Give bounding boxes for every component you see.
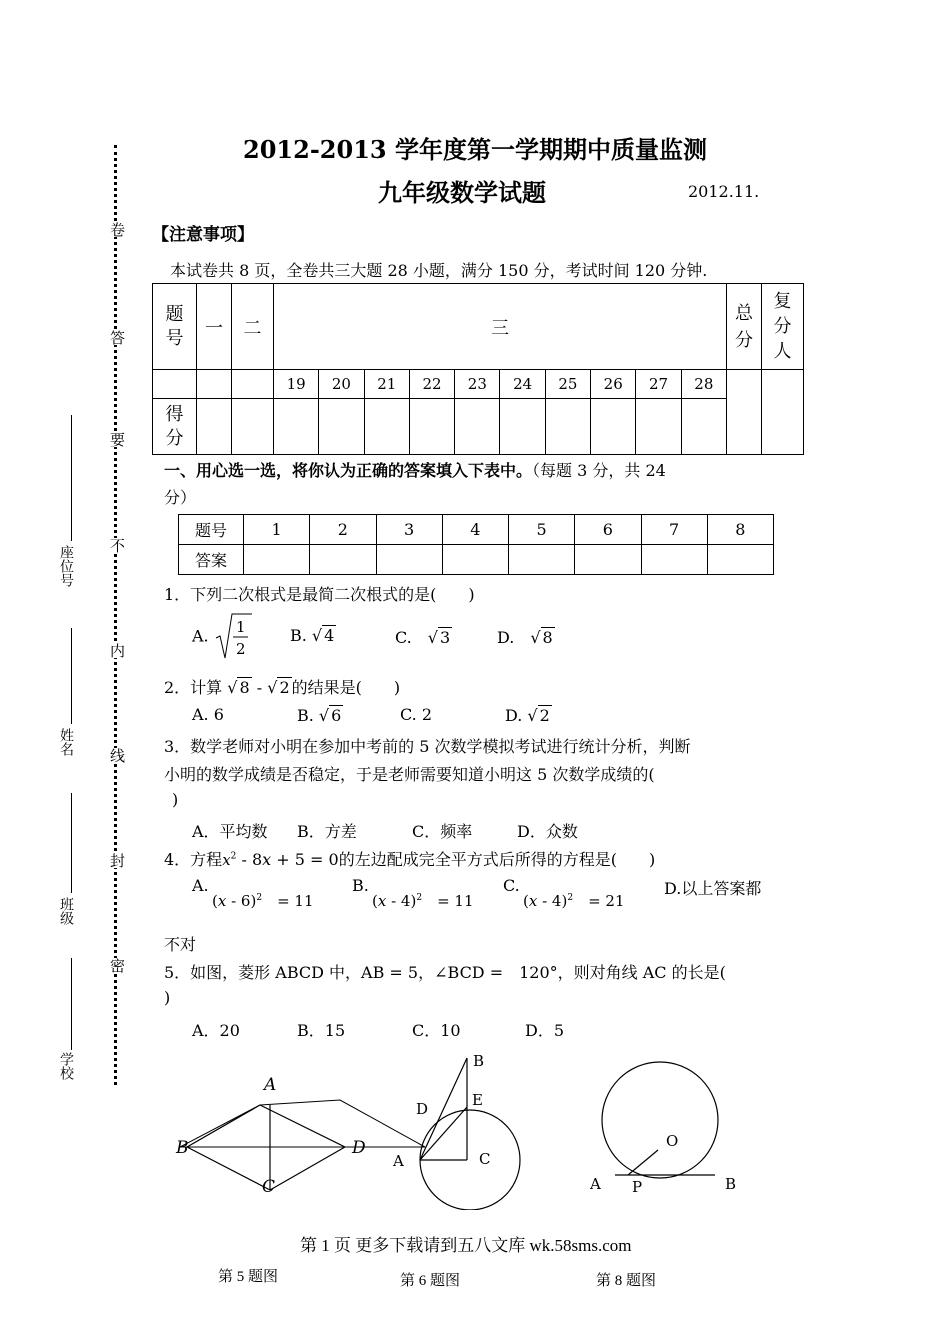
score-input[interactable]	[681, 399, 726, 455]
option-label: D.	[497, 628, 515, 647]
q2-option-d: D. √ 2	[505, 706, 550, 725]
sub-number: 23	[455, 370, 500, 399]
fig5-label-a: A	[264, 1075, 277, 1095]
q5-option-c: C．10	[412, 1021, 461, 1040]
fig5-label-c: C	[262, 1177, 276, 1197]
fig8-label-b: B	[725, 1175, 737, 1193]
score-cell	[153, 370, 197, 399]
field-class: 班级	[58, 897, 74, 925]
field-seat: 座位号	[58, 545, 74, 587]
q2-option-c: C. 2	[400, 705, 433, 724]
seal-char: 线	[108, 748, 126, 763]
q3-option-c: C．频率	[412, 822, 473, 841]
q5-option-a: A．20	[192, 1021, 240, 1040]
page-subtitle: 九年级数学试题	[378, 178, 546, 207]
fig8-caption: 第 8 题图	[596, 1273, 657, 1289]
question-1: 1．下列二次根式是最简二次根式的是( )	[164, 585, 475, 604]
answer-number: 6	[575, 515, 641, 545]
answer-number: 3	[376, 515, 442, 545]
answer-number: 8	[707, 515, 773, 545]
seal-char: 要	[108, 432, 126, 447]
q4-tail: 不对	[164, 935, 197, 954]
svg-text:1: 1	[235, 618, 246, 636]
q1-option-d: D. √ 8	[497, 628, 553, 647]
field-name: 姓名	[58, 728, 74, 756]
sub-number: 25	[545, 370, 590, 399]
score-cell	[762, 370, 804, 455]
option-label: B.	[290, 626, 307, 645]
score-input[interactable]	[591, 399, 636, 455]
q4-option-b-label: B.	[352, 876, 369, 895]
question-3-line3: )	[172, 790, 179, 809]
fig6-label-a: A	[393, 1152, 404, 1170]
answer-table	[178, 514, 774, 575]
q3-option-a: A．平均数	[192, 822, 268, 841]
seal-char: 密	[108, 958, 126, 973]
q5-option-b: B．15	[297, 1021, 346, 1040]
score-input[interactable]	[636, 399, 681, 455]
figures-svg	[160, 1050, 780, 1210]
fig6-label-d: D	[416, 1100, 429, 1118]
sqrt-half-icon	[214, 612, 254, 662]
q5-option-d: D．5	[525, 1021, 565, 1040]
score-input[interactable]	[500, 399, 545, 455]
binding-dotted-line	[114, 145, 117, 1085]
section-note: （每题 3 分，共 24	[532, 461, 666, 480]
q1-option-b: B. √ 4	[290, 626, 335, 645]
answer-input[interactable]	[376, 545, 442, 575]
sub-number: 20	[319, 370, 364, 399]
fig5-label-b: B	[176, 1138, 189, 1158]
fig6-label-e: E	[472, 1091, 483, 1109]
q3-option-b: B．方差	[297, 822, 357, 841]
score-input[interactable]	[545, 399, 590, 455]
answer-number: 5	[509, 515, 575, 545]
field-line	[71, 793, 72, 893]
answer-input[interactable]	[244, 545, 310, 575]
page-title: 2012-2013 学年度第一学期期中质量监测	[243, 135, 707, 164]
seal-char: 卷	[108, 222, 126, 237]
q4-option-c-label: C.	[503, 876, 520, 895]
svg-text:2: 2	[235, 640, 246, 658]
fig5-rhombus	[180, 1100, 425, 1147]
q4-option-a-label: A.	[192, 876, 209, 895]
answer-number: 4	[442, 515, 508, 545]
score-cell	[232, 370, 274, 399]
sub-number: 28	[681, 370, 726, 399]
question-5-line2: )	[164, 988, 171, 1007]
answer-input[interactable]	[442, 545, 508, 575]
option-label: B.	[297, 706, 314, 725]
fig6-label-c: C	[479, 1150, 491, 1168]
fig8-circle	[602, 1062, 718, 1178]
q4-stem-end: 的左边配成完全平方式后所得的方程是( )	[338, 850, 656, 869]
question-4: 4．方程$x^2 - 8x + 5 = 0$的左边配成完全平方式后所得的方程是( )	[164, 850, 656, 869]
section-title: 一、用心选一选，将你认为正确的答案填入下表中。	[164, 461, 533, 480]
answer-input[interactable]	[575, 545, 641, 575]
answer-input[interactable]	[310, 545, 376, 575]
score-input[interactable]	[455, 399, 500, 455]
fig6-label-b: B	[473, 1052, 485, 1070]
fig8-label-p: P	[632, 1178, 643, 1196]
score-table	[152, 283, 804, 455]
score-input[interactable]	[197, 399, 232, 455]
answer-header: 答案	[179, 545, 244, 575]
field-line	[71, 958, 72, 1050]
fig5-caption: 第 5 题图	[218, 1269, 279, 1285]
score-input[interactable]	[274, 399, 319, 455]
answer-number: 1	[244, 515, 310, 545]
score-cell	[197, 370, 232, 399]
seal-char: 答	[108, 330, 126, 345]
option-label: D.	[505, 706, 523, 725]
question-3: 3．数学老师对小明在参加中考前的 5 次数学模拟考试进行统计分析，判断	[164, 737, 691, 756]
fig6-caption: 第 6 题图	[400, 1273, 461, 1289]
answer-input[interactable]	[509, 545, 575, 575]
sub-number: 22	[409, 370, 454, 399]
sub-number: 26	[591, 370, 636, 399]
score-header-cell: 题号	[153, 284, 197, 370]
exam-date: 2012.11.	[688, 182, 760, 201]
question-3-line2: 小明的数学成绩是否稳定，于是老师需要知道小明这 5 次数学成绩的(	[164, 765, 655, 784]
score-input[interactable]	[232, 399, 274, 455]
page-footer: 第 1 页 更多下载请到五八文库 wk.58sms.com	[300, 1236, 632, 1255]
score-label: 得分	[153, 399, 197, 455]
score-cell	[727, 370, 762, 455]
score-input[interactable]	[364, 399, 409, 455]
question-5: 5．如图，菱形 ABCD 中，AB = 5，∠BCD = 120°，则对角线 AC 的长是(	[164, 963, 726, 982]
fig5-label-d: D	[352, 1138, 366, 1158]
q3-option-d: D．众数	[517, 822, 578, 841]
section-note-cont: 分）	[164, 488, 197, 507]
answer-number: 7	[641, 515, 707, 545]
q4-option-d: D.以上答案都	[664, 879, 762, 898]
notice-text: 本试卷共 8 页，全卷共三大题 28 小题，满分 150 分，考试时间 120 分钟.	[170, 261, 708, 280]
field-line	[71, 628, 72, 724]
q2-stem-end: 的结果是( )	[291, 678, 401, 697]
answer-input[interactable]	[641, 545, 707, 575]
q1-option-c: C. √ 3	[395, 628, 451, 647]
sub-number: 27	[636, 370, 681, 399]
answer-input[interactable]	[707, 545, 773, 575]
answer-header: 题号	[179, 515, 244, 545]
q2-option-b: B. √ 6	[297, 706, 342, 725]
question-2: 2．计算 √ 8 - √ 2 的结果是( )	[164, 678, 401, 697]
fig8-label-o: O	[666, 1132, 679, 1150]
q4-option-c: (x - 4)$^2$ = 21	[523, 892, 625, 910]
score-header-cell: 复分人	[762, 284, 804, 370]
sub-number: 19	[274, 370, 319, 399]
score-header-cell: 三	[274, 284, 727, 370]
q4-option-a: (x - 6)$^2$ = 11	[212, 892, 314, 910]
seal-char: 不	[108, 538, 126, 553]
score-input[interactable]	[409, 399, 454, 455]
q2-stem: 2．计算	[164, 678, 223, 697]
section-heading	[164, 458, 804, 481]
seal-char: 封	[108, 853, 126, 868]
q2-option-a: A. 6	[192, 705, 224, 724]
sub-number: 24	[500, 370, 545, 399]
score-header-cell: 一	[197, 284, 232, 370]
option-label: C.	[395, 628, 412, 647]
q4-stem: 4．方程	[164, 850, 223, 869]
q1-option-a	[192, 612, 254, 662]
fig8-label-a: A	[590, 1175, 601, 1193]
score-header-cell: 总分	[727, 284, 762, 370]
score-header-cell: 二	[232, 284, 274, 370]
notice-heading: 【注意事项】	[152, 225, 254, 245]
answer-number: 2	[310, 515, 376, 545]
option-label: A.	[192, 626, 209, 646]
score-input[interactable]	[319, 399, 364, 455]
sub-number: 21	[364, 370, 409, 399]
field-line	[71, 415, 72, 541]
q4-option-b: (x - 4)$^2$ = 11	[372, 892, 474, 910]
fig8-radius	[628, 1150, 658, 1175]
seal-char: 内	[108, 643, 126, 658]
field-school: 学校	[58, 1052, 74, 1080]
